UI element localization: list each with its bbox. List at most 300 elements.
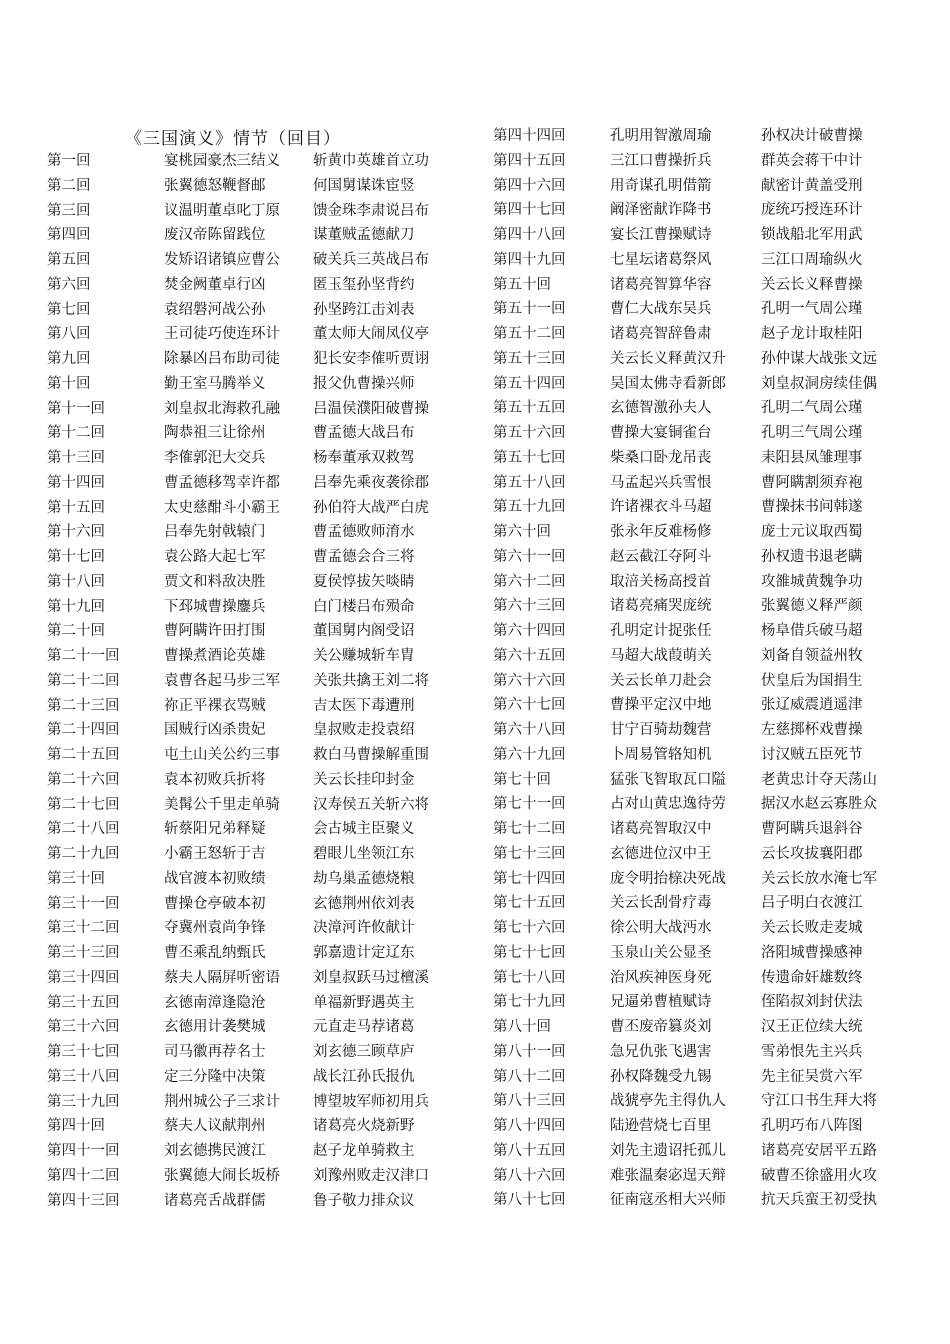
chapter-title-first: 赵云截江夺阿斗 (610, 548, 712, 565)
chapter-title-first: 袁本初败兵折将 (164, 771, 266, 788)
chapter-title-first: 刘先主遗诏托孤儿 (610, 1142, 726, 1159)
chapter-number: 第六十九回 (493, 746, 566, 763)
chapter-title-second: 关云长挂印封金 (313, 771, 415, 788)
chapter-title-second: 馈金珠李肃说吕布 (313, 202, 429, 219)
chapter-row (0, 421, 950, 445)
chapter-row (0, 1139, 950, 1163)
chapter-title-second: 孔明一气周公瑾 (761, 301, 863, 318)
chapter-title-first: 斩蔡阳兄弟释疑 (164, 821, 266, 838)
chapter-title-first: 李傕郭汜大交兵 (164, 450, 266, 466)
chapter-title-second: 杨奉董承双救驾 (313, 450, 415, 466)
chapter-row (0, 619, 950, 643)
chapter-title-second: 刘备自领益州牧 (761, 647, 863, 664)
chapter-number: 第四十四回 (493, 128, 566, 144)
chapter-title-second: 云长攻拔襄阳郡 (761, 845, 863, 862)
chapter-row (0, 1188, 950, 1212)
chapter-title-first: 孔明用智激周瑜 (610, 128, 712, 144)
chapter-number: 第三十七回 (47, 1044, 120, 1060)
chapter-row (0, 941, 950, 965)
chapter-title-first: 三江口曹操折兵 (610, 152, 712, 169)
chapter-number: 第六十六回 (493, 672, 566, 689)
chapter-title-second: 先主征吴赏六军 (761, 1068, 863, 1085)
chapter-title-second: 斩黄巾英雄首立功 (313, 153, 429, 169)
chapter-number: 第十一回 (47, 400, 105, 417)
chapter-title-first: 祢正平裸衣骂贼 (164, 697, 266, 714)
chapter-title-second: 决漳河许攸献计 (313, 920, 415, 937)
chapter-row (0, 792, 950, 816)
chapter-title-first: 司马徽再荐名士 (164, 1044, 266, 1060)
chapter-title-second: 白门楼吕布殒命 (313, 598, 415, 615)
chapter-number: 第三十一回 (47, 895, 120, 912)
chapter-row (0, 817, 950, 841)
chapter-row (0, 198, 950, 222)
chapter-number: 第三十五回 (47, 994, 120, 1011)
chapter-title-second: 董太师大闹凤仪亭 (313, 326, 429, 343)
chapter-title-second: 董国舅内阁受诏 (313, 623, 415, 640)
chapter-title-first: 陆逊营烧七百里 (610, 1118, 712, 1134)
chapter-title-first: 诸葛亮智辞鲁肃 (610, 326, 712, 342)
chapter-title-first: 刘玄德携民渡江 (164, 1143, 266, 1159)
chapter-title-first: 吴国太佛寺看新郎 (610, 375, 726, 392)
chapter-title-first: 柴桑口卧龙吊丧 (610, 449, 712, 466)
chapter-title-second: 皇叔败走投袁绍 (313, 722, 415, 739)
chapter-number: 第五十八回 (493, 474, 566, 491)
chapter-number: 第七十五回 (493, 895, 566, 912)
chapter-title-second: 元直走马荐诸葛 (313, 1019, 415, 1036)
chapter-title-second: 侄陷叔刘封伏法 (761, 994, 863, 1011)
chapter-title-second: 关张共擒王刘二将 (313, 672, 429, 689)
chapter-number: 第二十六回 (47, 771, 120, 788)
chapter-title-second: 吉太医下毒遭刑 (313, 697, 415, 714)
chapter-number: 第四十二回 (47, 1167, 120, 1184)
chapter-row (0, 1015, 950, 1039)
chapter-title-first: 蔡夫人议献荆州 (164, 1118, 266, 1135)
chapter-title-second: 洛阳城曹操感神 (761, 944, 863, 961)
chapter-title-first: 刘皇叔北海救孔融 (164, 400, 280, 417)
chapter-title-second: 攻雒城黄魏争功 (761, 573, 863, 590)
chapter-number: 第六回 (47, 276, 91, 293)
chapter-row (0, 916, 950, 940)
chapter-number: 第六十五回 (493, 647, 566, 664)
chapter-title-second: 曹孟德会合三将 (313, 549, 415, 565)
chapter-title-second: 匿玉玺孙坚背约 (313, 276, 415, 293)
chapter-title-second: 劫乌巢孟德烧粮 (313, 870, 415, 887)
chapter-number: 第八十四回 (493, 1118, 566, 1134)
chapter-title-first: 小霸王怒斩于吉 (164, 846, 266, 862)
chapter-title-first: 焚金阙董卓行凶 (164, 276, 266, 293)
chapter-title-second: 孙坚跨江击刘表 (313, 301, 415, 318)
chapter-row (0, 768, 950, 792)
chapter-title-first: 张永年反难杨修 (610, 524, 712, 540)
chapter-title-first: 夺冀州袁尚争锋 (164, 920, 266, 937)
chapter-row (0, 867, 950, 891)
chapter-title-first: 袁绍磐河战公孙 (164, 301, 266, 318)
chapter-number: 第八十七回 (493, 1192, 566, 1209)
chapter-title-first: 关云长刮骨疗毒 (610, 895, 712, 912)
chapter-row (0, 520, 950, 544)
chapter-title-first: 贾文和料敌决胜 (164, 573, 266, 590)
chapter-title-first: 玄德南漳逢隐沧 (164, 994, 266, 1011)
chapter-row (0, 471, 950, 495)
chapter-title-first: 吕奉先射戟辕门 (164, 524, 266, 541)
chapter-number: 第三十四回 (47, 969, 120, 986)
chapter-number: 第四十一回 (47, 1143, 120, 1159)
chapter-title-second: 博望坡军师初用兵 (313, 1093, 429, 1110)
chapter-title-second: 张辽威震逍遥津 (761, 697, 863, 714)
chapter-title-second: 献密计黄盖受刑 (761, 177, 863, 194)
chapter-row (0, 1164, 950, 1188)
chapter-title-second: 救白马曹操解重围 (313, 747, 429, 763)
chapter-title-first: 关云长单刀赴会 (610, 672, 712, 689)
chapter-row (0, 396, 950, 420)
chapter-row (0, 1065, 950, 1089)
chapter-title-second: 刘皇叔洞房续佳偶 (761, 375, 877, 392)
chapter-number: 第十五回 (47, 499, 105, 516)
chapter-number: 第二十一回 (47, 648, 120, 664)
chapter-title-second: 曹孟德大战吕布 (313, 425, 415, 442)
chapter-number: 第五十回 (493, 276, 551, 293)
chapter-title-second: 关云长义释曹操 (761, 276, 863, 293)
chapter-title-second: 曹阿瞒兵退斜谷 (761, 821, 863, 837)
chapter-title-second: 诸葛亮安居平五路 (761, 1142, 877, 1159)
chapter-title-second: 汉王正位续大统 (761, 1019, 863, 1035)
chapter-title-first: 废汉帝陈留践位 (164, 227, 266, 244)
chapter-title-first: 荆州城公子三求计 (164, 1093, 280, 1110)
chapter-row (0, 149, 950, 173)
chapter-title-first: 庞令明抬榇决死战 (610, 870, 726, 887)
chapter-row (0, 570, 950, 594)
chapter-row (0, 297, 950, 321)
chapter-title-second: 孔明二气周公瑾 (761, 400, 863, 417)
chapter-number: 第三十三回 (47, 945, 120, 961)
chapter-number: 第二十二回 (47, 672, 120, 689)
chapter-title-first: 玄德智激孙夫人 (610, 400, 712, 417)
chapter-title-second: 汉寿侯五关斩六将 (313, 796, 429, 813)
chapter-row (0, 124, 950, 148)
chapter-title-second: 孙仲谋大战张文远 (761, 350, 877, 367)
chapter-title-second: 谋董贼孟德献刀 (313, 227, 415, 244)
chapter-title-second: 据汉水赵云寡胜众 (761, 796, 877, 813)
chapter-number: 第三十八回 (47, 1068, 120, 1085)
chapter-number: 第四回 (47, 227, 91, 244)
chapter-number: 第六十七回 (493, 697, 566, 714)
chapter-title-first: 曹操仓亭破本初 (164, 895, 266, 912)
chapter-row (0, 693, 950, 717)
chapter-number: 第二十回 (47, 623, 105, 640)
chapter-number: 第三十二回 (47, 920, 120, 937)
chapter-title-second: 抗天兵蛮王初受执 (761, 1192, 877, 1209)
chapter-number: 第五十六回 (493, 425, 566, 441)
chapter-title-first: 七星坛诸葛祭风 (610, 251, 712, 268)
chapter-title-first: 曹仁大战东吴兵 (610, 301, 712, 318)
chapter-title-first: 诸葛亮智取汉中 (610, 821, 712, 837)
chapter-number: 第九回 (47, 351, 91, 367)
chapter-number: 第八十五回 (493, 1142, 566, 1159)
chapter-number: 第八十六回 (493, 1167, 566, 1184)
chapter-title-first: 袁公路大起七军 (164, 549, 266, 565)
chapter-title-second: 耒阳县凤雏理事 (761, 449, 863, 466)
chapter-title-first: 玄德进位汉中王 (610, 845, 712, 862)
chapter-title-first: 曹阿瞒许田打围 (164, 623, 266, 640)
chapter-number: 第五十一回 (493, 301, 566, 318)
chapter-title-second: 会古城主臣聚义 (313, 821, 415, 838)
chapter-row (0, 1089, 950, 1113)
chapter-title-first: 关云长义释黄汉升 (610, 350, 726, 367)
chapter-title-first: 国贼行凶杀贵妃 (164, 722, 266, 739)
chapter-title-second: 鲁子敬力排众议 (313, 1192, 415, 1209)
chapter-title-first: 徐公明大战沔水 (610, 920, 712, 936)
chapter-title-second: 吕奉先乘夜袭徐郡 (313, 474, 429, 491)
chapter-title-first: 诸葛亮智算华容 (610, 276, 712, 293)
chapter-number: 第四十九回 (493, 251, 566, 268)
chapter-number: 第七十二回 (493, 821, 566, 837)
chapter-title-second: 关云长放水淹七军 (761, 870, 877, 887)
chapter-title-second: 玄德荆州依刘表 (313, 895, 415, 912)
chapter-row (0, 990, 950, 1014)
chapter-number: 第二十七回 (47, 796, 120, 813)
chapter-number: 第六十四回 (493, 623, 566, 639)
chapter-title-second: 吕子明白衣渡江 (761, 895, 863, 912)
chapter-title-second: 夏侯惇拔矢啖睛 (313, 573, 415, 590)
chapter-row (0, 644, 950, 668)
chapter-title-second: 碧眼儿坐领江东 (313, 846, 415, 862)
chapter-number: 第七十七回 (493, 944, 566, 961)
chapter-title-second: 杨阜借兵破马超 (761, 623, 863, 639)
chapter-title-first: 玉泉山关公显圣 (610, 944, 712, 961)
chapter-title-second: 刘皇叔跃马过檀溪 (313, 969, 429, 986)
chapter-number: 第七十三回 (493, 845, 566, 862)
chapter-number: 第六十回 (493, 524, 551, 540)
chapter-number: 第八十三回 (493, 1093, 566, 1110)
chapter-title-second: 刘豫州败走汉津口 (313, 1167, 429, 1184)
chapter-title-first: 马超大战葭萌关 (610, 647, 712, 664)
chapter-number: 第二十三回 (47, 697, 120, 714)
chapter-number: 第十七回 (47, 549, 105, 565)
chapter-number: 第四十三回 (47, 1192, 120, 1209)
chapter-title-first: 征南寇丞相大兴师 (610, 1192, 726, 1209)
chapter-number: 第六十二回 (493, 573, 566, 590)
chapter-title-second: 战长江孙氏报仇 (313, 1068, 415, 1085)
chapter-title-first: 取涪关杨高授首 (610, 573, 712, 590)
chapter-title-second: 守江口书生拜大将 (761, 1093, 877, 1110)
chapter-number: 第七十四回 (493, 870, 566, 887)
chapter-title-second: 讨汉贼五臣死节 (761, 746, 863, 763)
chapter-title-first: 玄德用计袭樊城 (164, 1019, 266, 1036)
chapter-number: 第五十二回 (493, 326, 566, 342)
chapter-title-first: 马孟起兴兵雪恨 (610, 474, 712, 491)
chapter-title-second: 孔明巧布八阵图 (761, 1118, 863, 1134)
chapter-title-first: 曹操平定汉中地 (610, 697, 712, 714)
chapter-title-first: 孔明定计捉张任 (610, 623, 712, 639)
chapter-row (0, 223, 950, 247)
chapter-number: 第十六回 (47, 524, 105, 541)
chapter-row (0, 248, 950, 272)
chapter-title-first: 孙权降魏受九锡 (610, 1068, 712, 1085)
chapter-title-second: 三江口周瑜纵火 (761, 251, 863, 268)
chapter-title-second: 孙伯符大战严白虎 (313, 499, 429, 516)
chapter-title-first: 除暴凶吕布助司徒 (164, 351, 280, 367)
chapter-number: 第七十回 (493, 771, 551, 788)
document-title: 《三国演义》情节（回目） (125, 129, 341, 149)
chapter-row (0, 842, 950, 866)
chapter-number: 第十回 (47, 375, 91, 392)
chapter-row (0, 446, 950, 470)
chapter-title-first: 太史慈酣斗小霸王 (164, 499, 280, 516)
chapter-title-first: 难张温秦宓逞天辩 (610, 1167, 726, 1184)
chapter-title-first: 阚泽密献诈降书 (610, 202, 712, 219)
chapter-title-first: 占对山黄忠逸待劳 (610, 796, 726, 813)
chapter-title-first: 宴桃园豪杰三结义 (164, 153, 280, 169)
chapter-row (0, 174, 950, 198)
chapter-number: 第二回 (47, 177, 91, 194)
chapter-title-second: 吕温侯濮阳破曹操 (313, 400, 429, 417)
chapter-title-first: 王司徒巧使连环计 (164, 326, 280, 343)
chapter-row (0, 372, 950, 396)
chapter-title-first: 张翼德怒鞭督邮 (164, 177, 266, 194)
chapter-title-first: 卜周易管辂知机 (610, 746, 712, 763)
chapter-title-second: 雪弟恨先主兴兵 (761, 1043, 863, 1060)
chapter-number: 第八十二回 (493, 1068, 566, 1085)
chapter-title-second: 刘玄德三顾草庐 (313, 1044, 415, 1060)
chapter-title-first: 下邳城曹操鏖兵 (164, 598, 266, 615)
chapter-row (0, 495, 950, 519)
chapter-number: 第四十六回 (493, 177, 566, 194)
chapter-row (0, 545, 950, 569)
chapter-row (0, 718, 950, 742)
chapter-title-first: 勤王室马腾举义 (164, 375, 266, 392)
chapter-title-first: 陶恭祖三让徐州 (164, 425, 266, 442)
chapter-title-second: 张翼德义释严颜 (761, 598, 863, 615)
chapter-number: 第五十九回 (493, 499, 566, 516)
chapter-title-first: 蔡夫人隔屏听密语 (164, 969, 280, 986)
chapter-title-first: 曹孟德移驾幸许都 (164, 474, 280, 491)
chapter-title-second: 报父仇曹操兴师 (313, 375, 415, 392)
chapter-title-second: 左慈掷杯戏曹操 (761, 722, 863, 738)
chapter-number: 第十八回 (47, 573, 105, 590)
chapter-row (0, 594, 950, 618)
chapter-number: 第四十回 (47, 1118, 105, 1135)
chapter-row (0, 347, 950, 371)
chapter-number: 第七十六回 (493, 920, 566, 936)
chapter-number: 第七十一回 (493, 796, 566, 813)
chapter-title-first: 曹操大宴铜雀台 (610, 425, 712, 441)
chapter-title-second: 赵子龙计取桂阳 (761, 326, 863, 342)
chapter-title-second: 孙权决计破曹操 (761, 128, 863, 144)
chapter-title-second: 关公赚城斩车胄 (313, 648, 415, 664)
chapter-title-first: 定三分隆中决策 (164, 1068, 266, 1085)
chapter-title-first: 曹操煮酒论英雄 (164, 648, 266, 664)
chapter-title-first: 急兄仇张飞遇害 (610, 1043, 712, 1060)
chapter-title-second: 伏皇后为国捐生 (761, 672, 863, 689)
chapter-title-first: 曹丕乘乱纳甄氏 (164, 945, 266, 961)
chapter-title-first: 诸葛亮痛哭庞统 (610, 598, 712, 615)
chapter-number: 第七回 (47, 301, 91, 318)
chapter-number: 第八十一回 (493, 1043, 566, 1060)
chapter-number: 第五十四回 (493, 375, 566, 392)
chapter-title-second: 郭嘉遗计定辽东 (313, 945, 415, 961)
chapter-row (0, 743, 950, 767)
chapter-number: 第二十五回 (47, 747, 120, 763)
chapter-title-first: 战猇亭先主得仇人 (610, 1093, 726, 1110)
chapter-title-first: 议温明董卓叱丁原 (164, 202, 280, 219)
chapter-title-first: 许诸裸衣斗马超 (610, 499, 712, 516)
chapter-title-second: 破曹丕徐盛用火攻 (761, 1167, 877, 1184)
chapter-number: 第五十三回 (493, 350, 566, 367)
chapter-title-second: 犯长安李傕听贾诩 (313, 351, 429, 367)
chapter-title-second: 孙权遗书退老瞒 (761, 548, 863, 565)
chapter-title-second: 锁战船北军用武 (761, 227, 863, 243)
chapter-number: 第十三回 (47, 450, 105, 466)
chapter-title-second: 群英会蒋干中计 (761, 152, 863, 169)
chapter-title-first: 甘宁百骑劫魏营 (610, 722, 712, 738)
chapter-number: 第六十三回 (493, 598, 566, 615)
chapter-title-first: 兄逼弟曹植赋诗 (610, 994, 712, 1011)
chapter-number: 第三十六回 (47, 1019, 120, 1036)
chapter-title-first: 屯土山关公约三事 (164, 747, 280, 763)
chapter-number: 第五回 (47, 252, 91, 268)
chapter-number: 第二十九回 (47, 846, 120, 862)
chapter-title-second: 传遗命奸雄数终 (761, 969, 863, 986)
chapter-number: 第四十七回 (493, 202, 566, 219)
chapter-title-first: 张翼德大闹长坂桥 (164, 1167, 280, 1184)
chapter-number: 第六十八回 (493, 722, 566, 738)
chapter-title-second: 何国舅谋诛宦竖 (313, 177, 415, 194)
chapter-number: 第一回 (47, 153, 91, 169)
chapter-row (0, 1114, 950, 1138)
chapter-title-first: 宴长江曹操赋诗 (610, 227, 712, 243)
chapter-title-first: 战官渡本初败绩 (164, 870, 266, 887)
chapter-row (0, 891, 950, 915)
chapter-number: 第十四回 (47, 474, 105, 491)
chapter-title-first: 猛张飞智取瓦口隘 (610, 771, 726, 788)
chapter-title-second: 赵子龙单骑救主 (313, 1143, 415, 1159)
chapter-row (0, 273, 950, 297)
chapter-title-second: 破关兵三英战吕布 (313, 252, 429, 268)
chapter-title-second: 关云长败走麦城 (761, 920, 863, 936)
chapter-number: 第三十回 (47, 870, 105, 887)
chapter-number: 第三回 (47, 202, 91, 219)
chapter-title-first: 袁曹各起马步三军 (164, 672, 280, 689)
chapter-title-second: 曹孟德败师淯水 (313, 524, 415, 541)
chapter-number: 第十二回 (47, 425, 105, 442)
chapter-title-second: 庞士元议取西蜀 (761, 524, 863, 540)
chapter-number: 第五十七回 (493, 449, 566, 466)
chapter-number: 第十九回 (47, 598, 105, 615)
chapter-number: 第四十八回 (493, 227, 566, 243)
chapter-number: 第三十九回 (47, 1093, 120, 1110)
chapter-title-second: 孔明三气周公瑾 (761, 425, 863, 441)
chapter-title-second: 曹阿瞒割须弃袍 (761, 474, 863, 491)
chapter-title-first: 美髯公千里走单骑 (164, 796, 280, 813)
chapter-title-first: 诸葛亮舌战群儒 (164, 1192, 266, 1209)
chapter-title-second: 曹操抹书问韩遂 (761, 499, 863, 516)
chapter-row (0, 1040, 950, 1064)
chapter-number: 第六十一回 (493, 548, 566, 565)
chapter-title-second: 诸葛亮火烧新野 (313, 1118, 415, 1135)
chapter-number: 第五十五回 (493, 400, 566, 417)
chapter-title-second: 单福新野遇英主 (313, 994, 415, 1011)
chapter-row (0, 669, 950, 693)
chapter-number: 第二十四回 (47, 722, 120, 739)
chapter-number: 第八十回 (493, 1019, 551, 1035)
chapter-row (0, 966, 950, 990)
chapter-title-second: 庞统巧授连环计 (761, 202, 863, 219)
chapter-number: 第七十八回 (493, 969, 566, 986)
chapter-number: 第七十九回 (493, 994, 566, 1011)
chapter-title-second: 老黄忠计夺天荡山 (761, 771, 877, 788)
chapter-title-first: 治风疾神医身死 (610, 969, 712, 986)
chapter-number: 第四十五回 (493, 152, 566, 169)
